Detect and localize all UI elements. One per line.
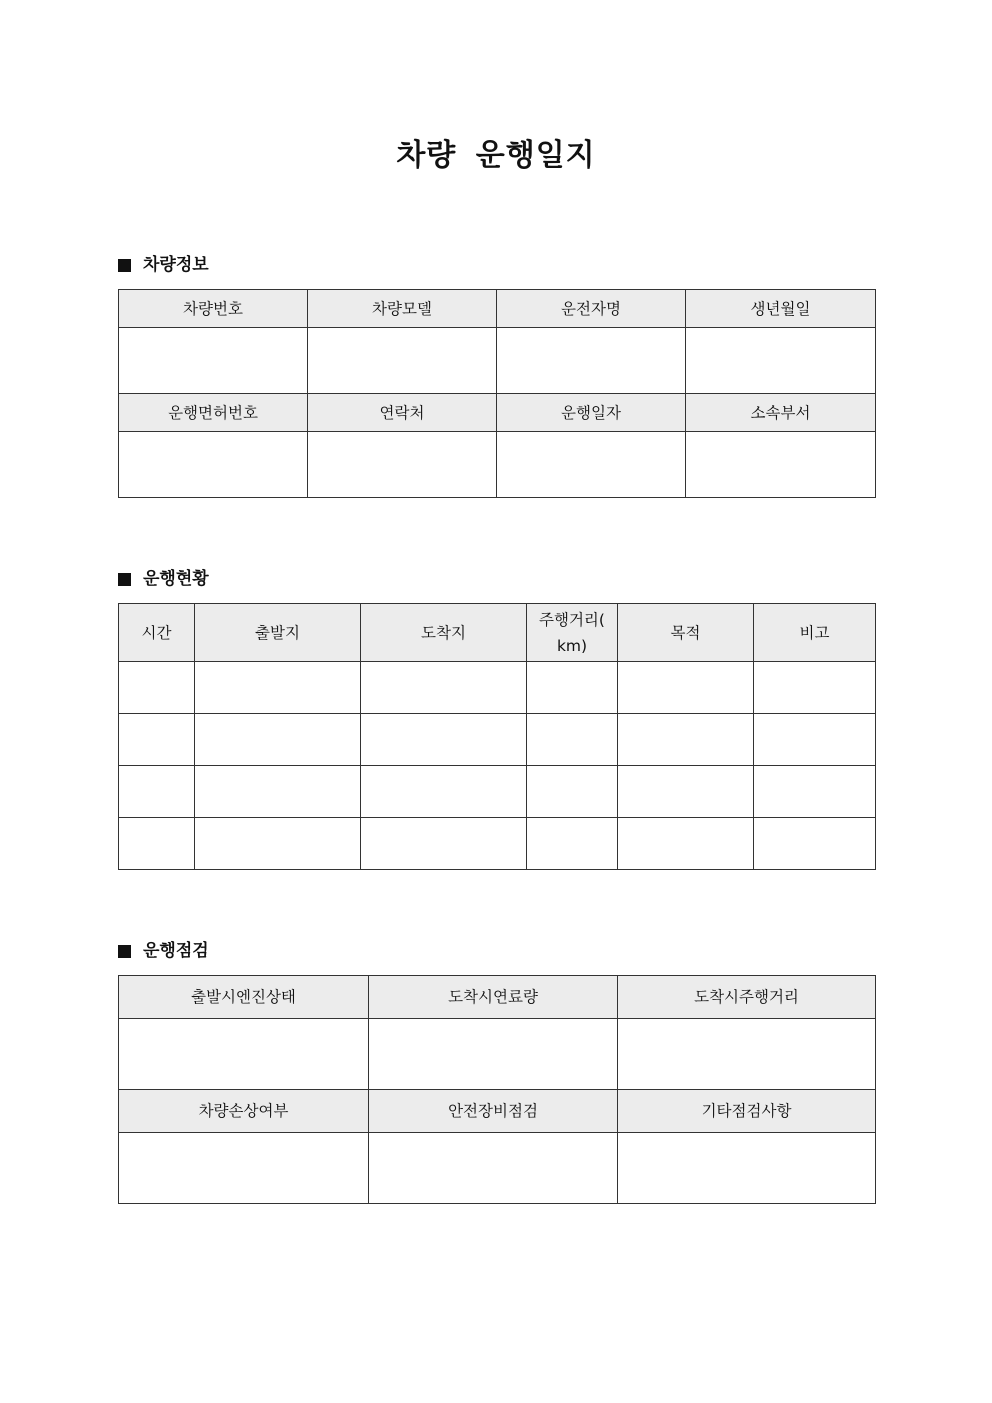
input-cell-time[interactable] [119,714,195,766]
input-cell-purpose[interactable] [618,766,754,818]
input-cell-arrival[interactable] [361,818,527,870]
input-cell-vehicle-number[interactable] [119,328,308,394]
input-cell-departure[interactable] [195,766,361,818]
vehicle-info-table [118,289,876,498]
header-vehicle-damage: 차량손상여부 [119,1090,369,1133]
table-row [119,1133,876,1204]
input-cell-fuel-level[interactable] [369,1019,618,1090]
header-distance [527,604,618,662]
table-row [119,766,876,818]
input-cell-distance[interactable] [527,818,618,870]
document-title: 차량 운행일지 [396,138,596,173]
table-header-row [119,604,876,662]
table-header-row [119,976,876,1019]
input-cell-distance[interactable] [527,766,618,818]
square-bullet-icon [118,573,131,586]
table-header-row [119,1090,876,1133]
header-operation-date: 운행일자 [497,394,686,432]
header-vehicle-number: 차량번호 [119,290,308,328]
header-remarks: 비고 [754,604,876,662]
input-cell-arrival-mileage[interactable] [618,1019,876,1090]
section-heading-operation-check [118,939,209,963]
section-heading-label: 운행점검 [143,941,209,961]
square-bullet-icon [118,945,131,958]
header-vehicle-model: 차량모델 [308,290,497,328]
table-row [119,714,876,766]
input-cell-vehicle-model[interactable] [308,328,497,394]
section-heading-vehicle-info [118,253,209,277]
header-time: 시간 [119,604,195,662]
header-contact: 연락처 [308,394,497,432]
input-cell-departure[interactable] [195,818,361,870]
table-header-row [119,290,876,328]
input-cell-purpose[interactable] [618,818,754,870]
input-cell-departure[interactable] [195,714,361,766]
input-cell-arrival[interactable] [361,662,527,714]
section-heading-label: 차량정보 [143,255,209,275]
header-distance-line1: 주행거리( [539,610,605,629]
input-cell-remarks[interactable] [754,662,876,714]
input-cell-distance[interactable] [527,714,618,766]
table-row [119,328,876,394]
input-cell-distance[interactable] [527,662,618,714]
table-row [119,1019,876,1090]
input-cell-engine-status[interactable] [119,1019,369,1090]
header-safety-equipment: 안전장비점검 [369,1090,618,1133]
input-cell-remarks[interactable] [754,818,876,870]
input-cell-department[interactable] [686,432,876,498]
input-cell-driver-name[interactable] [497,328,686,394]
header-birth-date: 생년월일 [686,290,876,328]
input-cell-birth-date[interactable] [686,328,876,394]
input-cell-remarks[interactable] [754,766,876,818]
input-cell-vehicle-damage[interactable] [119,1133,369,1204]
input-cell-purpose[interactable] [618,662,754,714]
header-arrival-mileage: 도착시주행거리 [618,976,876,1019]
header-departure: 출발지 [195,604,361,662]
header-arrival: 도착지 [361,604,527,662]
input-cell-safety-equipment[interactable] [369,1133,618,1204]
header-department: 소속부서 [686,394,876,432]
input-cell-operation-date[interactable] [497,432,686,498]
header-other-checks: 기타점검사항 [618,1090,876,1133]
header-driver-name: 운전자명 [497,290,686,328]
header-engine-status: 출발시엔진상태 [119,976,369,1019]
input-cell-other-checks[interactable] [618,1133,876,1204]
square-bullet-icon [118,259,131,272]
input-cell-contact[interactable] [308,432,497,498]
input-cell-time[interactable] [119,662,195,714]
input-cell-time[interactable] [119,766,195,818]
header-license-number: 운행면허번호 [119,394,308,432]
table-row [119,818,876,870]
header-distance-line2: km) [556,636,588,655]
section-heading-label: 운행현황 [143,569,209,589]
input-cell-remarks[interactable] [754,714,876,766]
operation-check-table [118,975,876,1204]
header-purpose: 목적 [618,604,754,662]
input-cell-time[interactable] [119,818,195,870]
table-header-row [119,394,876,432]
input-cell-departure[interactable] [195,662,361,714]
table-row [119,662,876,714]
section-heading-operation-status [118,567,209,591]
header-fuel-level: 도착시연료량 [369,976,618,1019]
input-cell-license-number[interactable] [119,432,308,498]
input-cell-purpose[interactable] [618,714,754,766]
input-cell-arrival[interactable] [361,714,527,766]
input-cell-arrival[interactable] [361,766,527,818]
table-row [119,432,876,498]
operation-status-table [118,603,876,870]
